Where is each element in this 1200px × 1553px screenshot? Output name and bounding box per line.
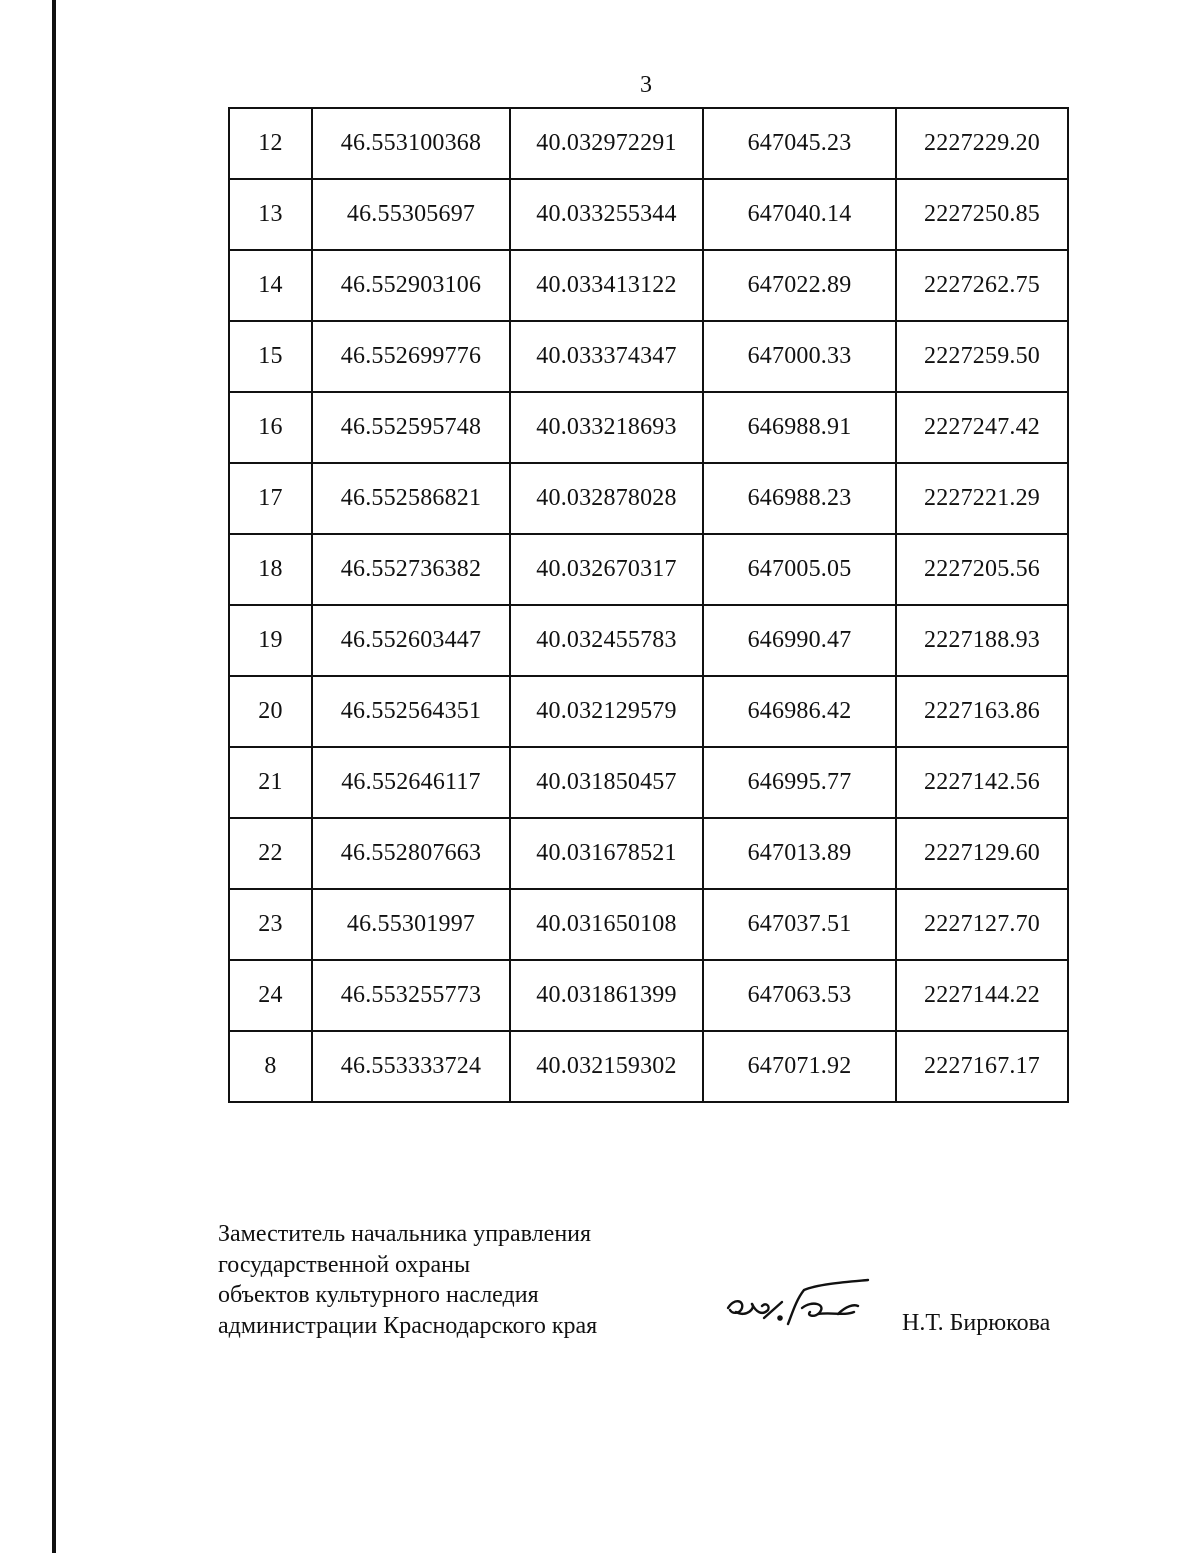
signer-position-line: администрации Краснодарского края [218, 1312, 598, 1339]
x-coordinate-cell: 647000.33 [703, 321, 896, 392]
table-row [229, 250, 1068, 321]
signer-position-line: объектов культурного наследия [218, 1282, 539, 1308]
y-coordinate-cell: 2227129.60 [896, 818, 1068, 889]
y-coordinate-cell: 2227188.93 [896, 605, 1068, 676]
x-coordinate-cell: 647071.92 [703, 1031, 896, 1102]
handwritten-signature [722, 1278, 870, 1348]
longitude-cell: 40.032129579 [510, 676, 703, 747]
table-row [229, 676, 1068, 747]
point-number-cell: 17 [229, 463, 312, 534]
scan-edge-line [52, 0, 56, 1553]
latitude-cell: 46.552699776 [312, 321, 510, 392]
y-coordinate-cell: 2227142.56 [896, 747, 1068, 818]
signer-position-block [218, 1219, 597, 1341]
point-number-cell: 19 [229, 605, 312, 676]
y-coordinate-cell: 2227259.50 [896, 321, 1068, 392]
longitude-cell: 40.031861399 [510, 960, 703, 1031]
longitude-cell: 40.032972291 [510, 108, 703, 179]
point-number-cell: 16 [229, 392, 312, 463]
y-coordinate-cell: 2227127.70 [896, 889, 1068, 960]
latitude-cell: 46.552564351 [312, 676, 510, 747]
latitude-cell: 46.552807663 [312, 818, 510, 889]
longitude-cell: 40.033374347 [510, 321, 703, 392]
point-number-cell: 12 [229, 108, 312, 179]
table-row [229, 321, 1068, 392]
y-coordinate-cell: 2227167.17 [896, 1031, 1068, 1102]
table-row [229, 605, 1068, 676]
latitude-cell: 46.553100368 [312, 108, 510, 179]
table-row [229, 179, 1068, 250]
latitude-cell: 46.552603447 [312, 605, 510, 676]
coordinates-table [228, 107, 1069, 1103]
table-row [229, 463, 1068, 534]
longitude-cell: 40.033218693 [510, 392, 703, 463]
x-coordinate-cell: 647037.51 [703, 889, 896, 960]
longitude-cell: 40.031850457 [510, 747, 703, 818]
latitude-cell: 46.552595748 [312, 392, 510, 463]
longitude-cell: 40.031678521 [510, 818, 703, 889]
x-coordinate-cell: 647063.53 [703, 960, 896, 1031]
signer-name: Н.Т. Бирюкова [902, 1310, 1051, 1336]
y-coordinate-cell: 2227221.29 [896, 463, 1068, 534]
latitude-cell: 46.553255773 [312, 960, 510, 1031]
y-coordinate-cell: 2227205.56 [896, 534, 1068, 605]
latitude-cell: 46.552736382 [312, 534, 510, 605]
point-number-cell: 24 [229, 960, 312, 1031]
point-number-cell: 21 [229, 747, 312, 818]
longitude-cell: 40.032159302 [510, 1031, 703, 1102]
latitude-cell: 46.55301997 [312, 889, 510, 960]
table-row [229, 747, 1068, 818]
point-number-cell: 14 [229, 250, 312, 321]
x-coordinate-cell: 647013.89 [703, 818, 896, 889]
x-coordinate-cell: 647040.14 [703, 179, 896, 250]
y-coordinate-cell: 2227250.85 [896, 179, 1068, 250]
table-row [229, 960, 1068, 1031]
x-coordinate-cell: 646988.23 [703, 463, 896, 534]
longitude-cell: 40.031650108 [510, 889, 703, 960]
x-coordinate-cell: 646986.42 [703, 676, 896, 747]
x-coordinate-cell: 646988.91 [703, 392, 896, 463]
table-row [229, 108, 1068, 179]
table-row [229, 889, 1068, 960]
longitude-cell: 40.033255344 [510, 179, 703, 250]
y-coordinate-cell: 2227144.22 [896, 960, 1068, 1031]
x-coordinate-cell: 647045.23 [703, 108, 896, 179]
y-coordinate-cell: 2227262.75 [896, 250, 1068, 321]
x-coordinate-cell: 646995.77 [703, 747, 896, 818]
table-row [229, 392, 1068, 463]
y-coordinate-cell: 2227247.42 [896, 392, 1068, 463]
point-number-cell: 23 [229, 889, 312, 960]
point-number-cell: 15 [229, 321, 312, 392]
table-row [229, 1031, 1068, 1102]
latitude-cell: 46.55305697 [312, 179, 510, 250]
x-coordinate-cell: 647005.05 [703, 534, 896, 605]
latitude-cell: 46.552586821 [312, 463, 510, 534]
point-number-cell: 8 [229, 1031, 312, 1102]
signer-position-line: государственной охраны [218, 1251, 471, 1278]
point-number-cell: 20 [229, 676, 312, 747]
latitude-cell: 46.552903106 [312, 250, 510, 321]
latitude-cell: 46.553333724 [312, 1031, 510, 1102]
table-row [229, 534, 1068, 605]
latitude-cell: 46.552646117 [312, 747, 510, 818]
x-coordinate-cell: 646990.47 [703, 605, 896, 676]
table-row [229, 818, 1068, 889]
y-coordinate-cell: 2227229.20 [896, 108, 1068, 179]
longitude-cell: 40.032878028 [510, 463, 703, 534]
page-number: 3 [640, 72, 652, 98]
x-coordinate-cell: 647022.89 [703, 250, 896, 321]
point-number-cell: 18 [229, 534, 312, 605]
longitude-cell: 40.032455783 [510, 605, 703, 676]
point-number-cell: 13 [229, 179, 312, 250]
point-number-cell: 22 [229, 818, 312, 889]
longitude-cell: 40.032670317 [510, 534, 703, 605]
signer-position-line: Заместитель начальника управления [218, 1221, 592, 1247]
coordinates-table-body [229, 108, 1068, 1102]
longitude-cell: 40.033413122 [510, 250, 703, 321]
y-coordinate-cell: 2227163.86 [896, 676, 1068, 747]
